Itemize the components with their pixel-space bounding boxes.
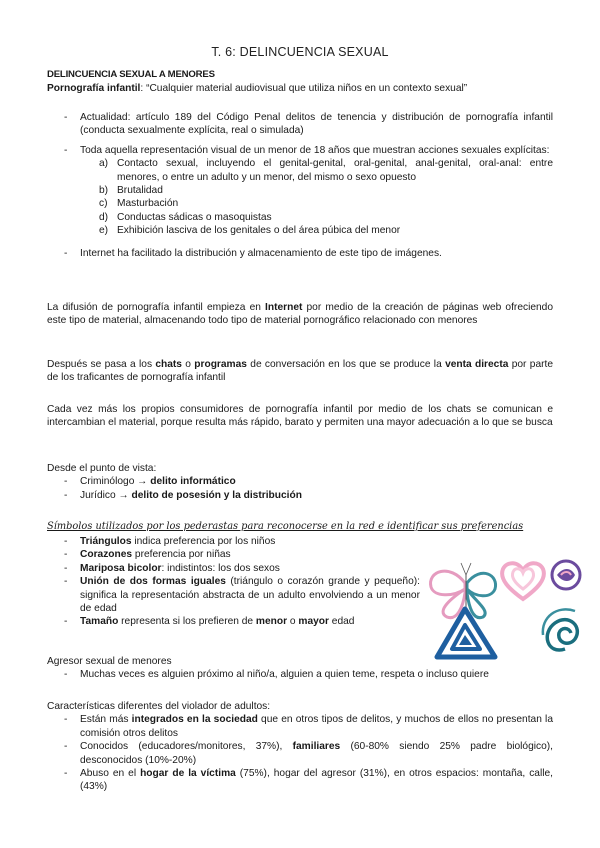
list-item (47, 548, 420, 561)
list-item-text: Criminólogo → (80, 476, 151, 488)
sub-list-text: Contacto sexual, incluyendo el genital-genital, oral-genital, anal-genital, oral-anal: entre menores, o entre un adulto y un menor, del mismo o sexo opuesto (117, 158, 553, 183)
para-bold: chats (155, 359, 182, 370)
heart-icon (502, 563, 544, 599)
list-item-text: preferencia por niñas (132, 549, 231, 561)
para-text: Después se pasa a los (47, 359, 156, 370)
list-item-bold: delito de posesión y la distribución (131, 489, 302, 501)
paragraph-internet (47, 301, 553, 328)
list-item-text: Conocidos (educadores/monitores, 37%), (80, 741, 293, 753)
sub-list-mark: e) (99, 225, 109, 237)
symbols-list (47, 535, 420, 629)
list-item (47, 740, 553, 767)
list-item-text: Actualidad: artículo 189 del Código Penal delitos de tenencia y distribución de pornografía infantil (conducta sexualmente explícita, real o simulada) (80, 112, 553, 137)
list-item-text: : indistintos: los dos sexos (161, 562, 280, 574)
list-item-text: Internet ha facilitado la distribución y almacenamiento de este tipo de imágenes. (80, 247, 442, 259)
definition-text: “Cualquier material audiovisual que utiliza niños en un contexto sexual” (146, 83, 468, 94)
sub-list-item (47, 184, 553, 197)
list-item-text: Abuso en el (80, 768, 141, 780)
sub-list-text: Conductas sádicas o masoquistas (117, 211, 272, 223)
sub-list-text: Masturbación (117, 198, 179, 210)
list-item-bold: menor (255, 616, 288, 628)
list-item (47, 767, 553, 794)
para-text: de conversación en los que se produce la (246, 359, 446, 370)
list-item-text: (60-80% siendo 25% padre biológico), desconocidos (10%-20%) (80, 741, 554, 766)
aggressor-heading: Agresor sexual de menores (47, 656, 172, 667)
list-item (47, 575, 420, 615)
section-heading: DELINCUENCIA SEXUAL A MENORES (47, 69, 215, 80)
spiral-icon (543, 609, 578, 650)
sub-list-item (47, 211, 553, 224)
sub-list-item (47, 224, 553, 237)
para-bold: venta directa (445, 359, 509, 370)
intro-list (47, 111, 553, 260)
list-item-text: Muchas veces es alguien próximo al niño/a, alguien a quien teme, respeta o incluso quiere (80, 669, 489, 681)
list-item (47, 489, 553, 502)
aggressor-block (47, 655, 553, 682)
list-item (47, 247, 553, 260)
list-item (47, 144, 553, 238)
viewpoint-heading: Desde el punto de vista: (47, 463, 157, 474)
list-item (47, 668, 553, 681)
list-item-text: Están más (80, 714, 132, 726)
paragraph-consumers: Cada vez más los propios consumidores de pornografía infantil por medio de los chats se comunican e intercambian el material, porque resulta más rápido, barato y permiten una mayor adecuación a lo que se busca (47, 404, 553, 429)
definition-line (47, 82, 553, 95)
list-item (47, 713, 553, 740)
sub-list-mark: c) (99, 198, 108, 210)
list-item-text: (triángulo o corazón grande y pequeño): significa la representación abstracta de un adulto envolviendo a un menor de edad (80, 576, 420, 615)
list-item-text: (75%), hogar del agresor (31%), en otros espacios: montaña, calle, (43%) (80, 768, 553, 793)
list-item-text: edad (328, 616, 355, 628)
list-item (47, 475, 553, 488)
symbols-heading-text: Símbolos utilizados por los pederastas para reconocerse en la red e identificar sus preferencias (47, 521, 524, 532)
list-item-text: Toda aquella representación visual de un menor de 18 años que muestran acciones sexuales explícitas: (80, 144, 550, 156)
list-item-bold: delito informático (150, 476, 236, 488)
list-item-bold: familiares (292, 741, 341, 753)
para-bold: programas (194, 359, 247, 370)
list-item-bold: Tamaño (80, 616, 119, 628)
characteristics-heading: Características diferentes del violador de adultos: (47, 701, 271, 712)
list-item (47, 615, 420, 628)
list-item-text: que en otros tipos de delitos, y muchos de ellos no presentan la comisión otros delitos (80, 714, 553, 739)
list-item-bold: mayor (298, 616, 329, 628)
list-item-text: Jurídico → (80, 489, 132, 501)
sub-list-text: Exhibición lasciva de los genitales o del área púbica del menor (117, 225, 401, 237)
list-item (47, 562, 420, 575)
page-title: T. 6: DELINCUENCIA SEXUAL (211, 45, 389, 59)
para-text: por medio de la creación de páginas web ofreciendo este tipo de material, almacenando todo tipo de material pornográfico relacionado con menores (47, 302, 554, 327)
list-item-bold: Triángulos (80, 536, 132, 547)
sub-list-mark: d) (99, 211, 109, 223)
list-item-bold: Unión de dos formas iguales (80, 576, 226, 588)
list-item-bold: Corazones (80, 549, 133, 561)
sub-list-text: Brutalidad (117, 185, 163, 197)
paragraph-chats (47, 358, 553, 385)
list-item-text: indica preferencia por los niños (131, 536, 276, 547)
list-item (47, 535, 420, 548)
list-item-bold: Mariposa bicolor (80, 562, 162, 574)
sub-list-item (47, 197, 553, 210)
para-text: La difusión de pornografía infantil empieza en (47, 302, 266, 313)
sub-list-item (47, 157, 553, 184)
para-text: por parte de los traficantes de pornografía infantil (47, 359, 553, 384)
sub-list-mark: b) (99, 185, 109, 197)
para-bold: Internet (265, 302, 303, 313)
list-item-text: o (287, 616, 299, 628)
pedophile-symbols-image (425, 553, 585, 663)
list-item-bold: integrados en la sociedad (131, 714, 258, 726)
list-item-text: representa si los prefieren de (118, 616, 256, 628)
definition-separator: : (140, 83, 147, 94)
butterfly-heart-icon (552, 561, 580, 589)
viewpoint-block (47, 462, 553, 502)
symbols-heading (47, 520, 553, 533)
list-item-bold: hogar de la víctima (140, 768, 236, 780)
characteristics-block (47, 700, 553, 794)
definition-term: Pornografía infantil (47, 83, 141, 94)
sub-list-mark: a) (99, 158, 109, 170)
para-text: o (181, 359, 195, 370)
list-item (47, 111, 553, 138)
